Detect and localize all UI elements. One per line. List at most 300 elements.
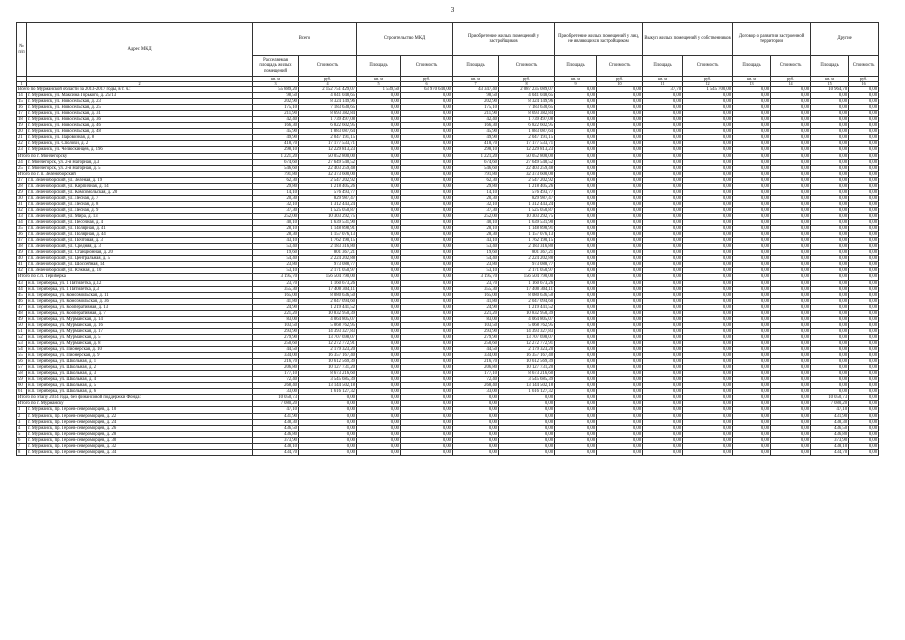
row-value: 0,00 bbox=[357, 220, 401, 226]
row-value: 10 050,73 bbox=[811, 395, 849, 401]
row-value: 0,00 bbox=[771, 177, 811, 183]
row-value: 973 088,77 bbox=[299, 262, 357, 268]
row-value: 1 219 441,52 bbox=[499, 304, 555, 310]
row-value: 0,00 bbox=[357, 431, 401, 437]
row-value: 0,00 bbox=[401, 274, 453, 280]
row-number: 37 bbox=[17, 238, 27, 244]
row-value: 32,10 bbox=[453, 201, 499, 207]
row-value: 49,90 bbox=[253, 135, 299, 141]
row-value: 0,00 bbox=[643, 244, 683, 250]
row-value: 252,00 bbox=[253, 213, 299, 219]
row-value: 801 367,21 bbox=[499, 250, 555, 256]
row-total-label: Итого по этапу 2014 года, без финансовой поддержки Фонда: bbox=[17, 395, 253, 401]
row-value: 0,00 bbox=[643, 407, 683, 413]
row-value: 0,00 bbox=[453, 413, 499, 419]
row-value: 0,00 bbox=[357, 316, 401, 322]
row-value: 0,00 bbox=[811, 99, 849, 105]
row-value: 0,00 bbox=[401, 105, 453, 111]
row-address: г. Мурманск, пр. Героев-североморцев, д. 10 bbox=[27, 407, 253, 413]
row-address: г. Мурманск, ул. Челюскинцев, д. 19б bbox=[27, 147, 253, 153]
row-value: 43,10 bbox=[453, 238, 499, 244]
row-value: 0,00 bbox=[357, 238, 401, 244]
row-value: 29,80 bbox=[453, 183, 499, 189]
row-value: 0,00 bbox=[643, 159, 683, 165]
row-value: 0,00 bbox=[771, 347, 811, 353]
row-value: 0,00 bbox=[849, 437, 879, 443]
row-value: 0,00 bbox=[733, 105, 771, 111]
row-value: 0,00 bbox=[643, 413, 683, 419]
row-number: 42 bbox=[17, 268, 27, 274]
row-value: 0,00 bbox=[683, 256, 733, 262]
row-value: 0,00 bbox=[643, 298, 683, 304]
row-address: г. Мурманск, ул. Новосельская, д. 25 bbox=[27, 105, 253, 111]
row-value: 0,00 bbox=[771, 129, 811, 135]
row-value: 42,40 bbox=[453, 117, 499, 123]
row-value: 0,00 bbox=[499, 443, 555, 449]
row-value: 0,00 bbox=[811, 195, 849, 201]
row-value: 1 221,20 bbox=[253, 153, 299, 159]
row-address: г.п. Зеленоборский, ул. Средняя, д. 3 bbox=[27, 244, 253, 250]
row-value: 0,00 bbox=[643, 395, 683, 401]
row-value: 43 347,40 bbox=[453, 87, 499, 93]
row-value: 14,10 bbox=[453, 189, 499, 195]
row-value: 0,00 bbox=[733, 328, 771, 334]
row-value: 0,00 bbox=[733, 232, 771, 238]
row-value: 0,00 bbox=[401, 316, 453, 322]
row-value: 10 303 292,75 bbox=[299, 213, 357, 219]
row-value: 0,00 bbox=[555, 389, 597, 395]
row-value: 0,00 bbox=[357, 213, 401, 219]
row-value: 1 219 441,52 bbox=[299, 304, 357, 310]
row-number: 58 bbox=[17, 371, 27, 377]
row-value: 211,90 bbox=[453, 111, 499, 117]
row-value: 0,00 bbox=[733, 159, 771, 165]
row-value: 0,00 bbox=[555, 220, 597, 226]
row-value: 0,00 bbox=[401, 298, 453, 304]
row-value: 0,00 bbox=[597, 177, 643, 183]
row-value: 0,00 bbox=[643, 437, 683, 443]
row-number: 17 bbox=[17, 111, 27, 117]
row-value: 4 041 048,65 bbox=[299, 93, 357, 99]
row-value: 8 080 636,50 bbox=[299, 292, 357, 298]
row-number: 60 bbox=[17, 383, 27, 389]
row-value: 8 324 149,96 bbox=[299, 99, 357, 105]
row-value: 334,00 bbox=[453, 353, 499, 359]
row-value: 0,00 bbox=[733, 437, 771, 443]
row-value: 2 183 316,80 bbox=[299, 244, 357, 250]
row-value: 2 224 202,88 bbox=[299, 256, 357, 262]
row-value: 0,00 bbox=[643, 286, 683, 292]
row-value: 0,00 bbox=[555, 93, 597, 99]
row-value: 0,00 bbox=[771, 371, 811, 377]
subheader-cost: Стоимость bbox=[683, 56, 733, 77]
row-value: 0,00 bbox=[401, 256, 453, 262]
row-value: 0,00 bbox=[683, 395, 733, 401]
row-value: 0,00 bbox=[401, 340, 453, 346]
row-value: 373,90 bbox=[253, 437, 299, 443]
row-value: 0,00 bbox=[555, 87, 597, 93]
row-value: 0,00 bbox=[849, 340, 879, 346]
row-value: 0,00 bbox=[555, 105, 597, 111]
row-value: 0,00 bbox=[401, 201, 453, 207]
row-number: 19 bbox=[17, 123, 27, 129]
row-value: 7 183 630,65 bbox=[299, 105, 357, 111]
row-value: 0,00 bbox=[811, 244, 849, 250]
row-value: 175,10 bbox=[453, 105, 499, 111]
row-value: 4 064 805,07 bbox=[299, 316, 357, 322]
row-value: 0,00 bbox=[357, 159, 401, 165]
row-value: 12 229 813,23 bbox=[299, 147, 357, 153]
row-value: 0,00 bbox=[771, 183, 811, 189]
row-number: 28 bbox=[17, 183, 27, 189]
row-value: 17 400 304,11 bbox=[299, 286, 357, 292]
row-value: 0,00 bbox=[683, 425, 733, 431]
row-value: 0,00 bbox=[643, 195, 683, 201]
row-address: г.п. Зеленоборский, ул. Кирпичная, д. 14 bbox=[27, 183, 253, 189]
row-value: 436,50 bbox=[811, 425, 849, 431]
row-value: 0,00 bbox=[643, 135, 683, 141]
row-value: 0,00 bbox=[499, 395, 555, 401]
row-value: 0,00 bbox=[555, 310, 597, 316]
row-value: 0,00 bbox=[849, 274, 879, 280]
row-value: 438,30 bbox=[811, 419, 849, 425]
row-value: 0,00 bbox=[771, 401, 811, 407]
row-value: 0,00 bbox=[597, 105, 643, 111]
row-value: 2 183 316,80 bbox=[499, 244, 555, 250]
row-value: 53,40 bbox=[253, 244, 299, 250]
row-value: 438,10 bbox=[811, 443, 849, 449]
row-value: 7 183 630,65 bbox=[499, 105, 555, 111]
row-value: 165,00 bbox=[453, 292, 499, 298]
row-value: 0,00 bbox=[771, 359, 811, 365]
row-value: 0,00 bbox=[849, 413, 879, 419]
row-value: 1 525 050,87 bbox=[499, 207, 555, 213]
row-value: 0,00 bbox=[643, 322, 683, 328]
row-value: 103,50 bbox=[453, 322, 499, 328]
row-value: 0,00 bbox=[597, 449, 643, 455]
row-number: 6 bbox=[17, 437, 27, 443]
row-value: 1 160 673,26 bbox=[499, 280, 555, 286]
row-value: 221,20 bbox=[253, 310, 299, 316]
row-value: 13 707 698,07 bbox=[299, 334, 357, 340]
row-value: 0,00 bbox=[849, 147, 879, 153]
row-value: 10 832 950,39 bbox=[499, 310, 555, 316]
row-value: 0,00 bbox=[597, 316, 643, 322]
row-value: 1 312 443,24 bbox=[499, 201, 555, 207]
row-value: 0,00 bbox=[683, 268, 733, 274]
row-value: 28,30 bbox=[453, 232, 499, 238]
row-number: 15 bbox=[17, 99, 27, 105]
row-value: 0,00 bbox=[499, 449, 555, 455]
row-value: 0,00 bbox=[499, 413, 555, 419]
row-value: 0,00 bbox=[597, 232, 643, 238]
row-value: 0,00 bbox=[643, 226, 683, 232]
row-address: г.п. Зеленоборский, ул. Центральная, д. 5 bbox=[27, 256, 253, 262]
row-value: 0,00 bbox=[733, 213, 771, 219]
row-value: 0,00 bbox=[299, 431, 357, 437]
row-value: 0,00 bbox=[597, 383, 643, 389]
row-value: 10 612 569,39 bbox=[499, 359, 555, 365]
row-value: 0,00 bbox=[357, 171, 401, 177]
row-value: 0,00 bbox=[401, 292, 453, 298]
row-value: 0,00 bbox=[643, 183, 683, 189]
unit-cell: руб. bbox=[849, 77, 879, 82]
row-value: 0,00 bbox=[733, 401, 771, 407]
row-value: 1 525 050,87 bbox=[299, 207, 357, 213]
row-value: 0,00 bbox=[453, 449, 499, 455]
row-value: 0,00 bbox=[597, 213, 643, 219]
column-number: 9 bbox=[555, 82, 597, 87]
row-value: 0,00 bbox=[597, 207, 643, 213]
row-value: 0,00 bbox=[401, 165, 453, 171]
row-value: 0,00 bbox=[683, 359, 733, 365]
row-value: 0,00 bbox=[849, 310, 879, 316]
row-value: 0,00 bbox=[401, 153, 453, 159]
row-value: 0,00 bbox=[771, 395, 811, 401]
row-number: 36 bbox=[17, 232, 27, 238]
row-value: 0,00 bbox=[357, 413, 401, 419]
row-value: 0,00 bbox=[357, 371, 401, 377]
row-value: 0,00 bbox=[643, 419, 683, 425]
row-value: 0,00 bbox=[357, 147, 401, 153]
row-value: 62,30 bbox=[453, 177, 499, 183]
row-address: н.п. Териберка, ул. Мурманская, д. 5 bbox=[27, 334, 253, 340]
row-value: 0,00 bbox=[683, 213, 733, 219]
row-value: 0,00 bbox=[401, 419, 453, 425]
row-number: 34 bbox=[17, 220, 27, 226]
row-value: 0,00 bbox=[643, 201, 683, 207]
row-value: 674,60 bbox=[253, 159, 299, 165]
column-number: 2 bbox=[27, 82, 253, 87]
row-value: 0,00 bbox=[733, 268, 771, 274]
row-number: 54 bbox=[17, 347, 27, 353]
row-value: 0,00 bbox=[357, 347, 401, 353]
row-value: 0,00 bbox=[499, 407, 555, 413]
row-value: 0,00 bbox=[357, 365, 401, 371]
row-value: 0,00 bbox=[771, 389, 811, 395]
row-value: 298,10 bbox=[453, 147, 499, 153]
row-number: 50 bbox=[17, 322, 27, 328]
subheader-cost: Стоимость bbox=[499, 56, 555, 77]
row-value: 0,00 bbox=[597, 117, 643, 123]
row-value: 0,00 bbox=[401, 365, 453, 371]
row-value: 0,00 bbox=[811, 298, 849, 304]
row-value: 43,10 bbox=[253, 238, 299, 244]
row-number: 23 bbox=[17, 147, 27, 153]
row-value: 0,00 bbox=[849, 226, 879, 232]
row-value: 0,00 bbox=[643, 340, 683, 346]
row-number: 53 bbox=[17, 340, 27, 346]
row-value: 0,00 bbox=[683, 377, 733, 383]
row-value: 14,10 bbox=[253, 189, 299, 195]
row-total-label: Итого по г. Мурманску bbox=[17, 401, 253, 407]
row-value: 0,00 bbox=[643, 189, 683, 195]
row-value: 0,00 bbox=[453, 395, 499, 401]
row-value: 0,00 bbox=[849, 111, 879, 117]
row-value: 63 970 640,00 bbox=[401, 87, 453, 93]
row-value: 47,10 bbox=[253, 407, 299, 413]
row-value: 0,00 bbox=[683, 195, 733, 201]
row-value: 0,00 bbox=[597, 171, 643, 177]
row-value: 0,00 bbox=[401, 93, 453, 99]
row-value: 0,00 bbox=[643, 310, 683, 316]
row-value: 0,00 bbox=[401, 383, 453, 389]
row-value: 0,00 bbox=[555, 141, 597, 147]
unit-cell: кв. м bbox=[453, 77, 499, 82]
row-value: 0,00 bbox=[555, 123, 597, 129]
row-value: 0,00 bbox=[555, 304, 597, 310]
row-number: 52 bbox=[17, 334, 27, 340]
row-value: 0,00 bbox=[733, 407, 771, 413]
row-value: 0,00 bbox=[771, 328, 811, 334]
row-value: 0,00 bbox=[849, 201, 879, 207]
row-value: 0,00 bbox=[357, 322, 401, 328]
row-value: 0,00 bbox=[555, 159, 597, 165]
row-value: 0,00 bbox=[401, 232, 453, 238]
row-value: 0,00 bbox=[849, 371, 879, 377]
row-value: 373,90 bbox=[811, 437, 849, 443]
row-value: 0,00 bbox=[849, 189, 879, 195]
unit-cell: кв. м bbox=[253, 77, 299, 82]
row-value: 0,00 bbox=[771, 99, 811, 105]
row-value: 2 047 191,15 bbox=[299, 135, 357, 141]
row-number: 3 bbox=[17, 419, 27, 425]
row-value: 298,10 bbox=[253, 147, 299, 153]
row-value: 0,00 bbox=[683, 153, 733, 159]
row-number: 14 bbox=[17, 93, 27, 99]
column-number: 10 bbox=[597, 82, 643, 87]
row-number: 33 bbox=[17, 213, 27, 219]
row-address: г.п. Зеленоборский, ул. Комсомольская, д. 20 bbox=[27, 189, 253, 195]
row-value: 0,00 bbox=[683, 431, 733, 437]
row-value: 829 987,47 bbox=[499, 195, 555, 201]
row-value: 0,00 bbox=[597, 328, 643, 334]
row-value: 0,00 bbox=[357, 165, 401, 171]
row-address: г.п. Зеленоборский, ул. Лесная, д. 8 bbox=[27, 201, 253, 207]
row-total-label: Всего по Мурманской области за 2013-2017 годы, в т. ч.: bbox=[17, 87, 253, 93]
row-value: 0,00 bbox=[849, 129, 879, 135]
row-value: 72,40 bbox=[253, 377, 299, 383]
row-value: 0,00 bbox=[499, 437, 555, 443]
row-value: 0,00 bbox=[643, 383, 683, 389]
row-number: 18 bbox=[17, 117, 27, 123]
row-value: 436,50 bbox=[253, 425, 299, 431]
row-value: 0,00 bbox=[683, 117, 733, 123]
row-value: 0,00 bbox=[683, 340, 733, 346]
row-value: 166,30 bbox=[253, 123, 299, 129]
row-number: 39 bbox=[17, 250, 27, 256]
row-value: 0,00 bbox=[401, 413, 453, 419]
row-value: 0,00 bbox=[597, 389, 643, 395]
subheader-cost: Стоимость bbox=[597, 56, 643, 77]
row-value: 0,00 bbox=[357, 111, 401, 117]
row-value: 0,00 bbox=[849, 220, 879, 226]
row-value: 0,00 bbox=[771, 340, 811, 346]
row-value: 0,00 bbox=[643, 213, 683, 219]
row-value: 0,00 bbox=[849, 304, 879, 310]
row-value: 20,30 bbox=[453, 195, 499, 201]
row-value: 0,00 bbox=[643, 250, 683, 256]
row-address: г. Мурманск, ул. Сполохи, д. 2 bbox=[27, 141, 253, 147]
subheader-cost: Стоимость bbox=[771, 56, 811, 77]
row-value: 438,10 bbox=[253, 443, 299, 449]
row-value: 0,00 bbox=[683, 183, 733, 189]
row-value: 0,00 bbox=[597, 359, 643, 365]
row-value: 0,00 bbox=[299, 449, 357, 455]
row-value: 0,00 bbox=[597, 99, 643, 105]
row-value: 436,80 bbox=[811, 431, 849, 437]
row-value: 0,00 bbox=[555, 347, 597, 353]
row-value: 37,30 bbox=[253, 207, 299, 213]
row-value: 0,00 bbox=[555, 213, 597, 219]
row-number: 4 bbox=[17, 425, 27, 431]
row-value: 0,00 bbox=[357, 377, 401, 383]
row-value: 0,00 bbox=[733, 389, 771, 395]
row-number: 40 bbox=[17, 256, 27, 262]
row-value: 0,00 bbox=[811, 310, 849, 316]
row-value: 0,00 bbox=[849, 256, 879, 262]
row-value: 0,00 bbox=[733, 250, 771, 256]
row-value: 0,00 bbox=[555, 359, 597, 365]
row-value: 0,00 bbox=[555, 165, 597, 171]
row-value: 1 157 076,13 bbox=[499, 232, 555, 238]
row-value: 546,60 bbox=[453, 165, 499, 171]
row-value: 24,90 bbox=[253, 304, 299, 310]
row-value: 0,00 bbox=[771, 153, 811, 159]
row-value: 0,00 bbox=[555, 413, 597, 419]
row-value: 0,00 bbox=[597, 226, 643, 232]
row-value: 0,00 bbox=[683, 383, 733, 389]
row-value: 0,00 bbox=[849, 365, 879, 371]
subheader-area: Площадь bbox=[357, 56, 401, 77]
row-value: 0,00 bbox=[555, 292, 597, 298]
row-address: н.п. Териберка, ул. Школьная, д. 3 bbox=[27, 371, 253, 377]
row-value: 0,00 bbox=[733, 141, 771, 147]
row-value: 16 357 167,40 bbox=[299, 353, 357, 359]
row-value: 0,00 bbox=[683, 316, 733, 322]
row-value: 0,00 bbox=[357, 437, 401, 443]
row-value: 0,00 bbox=[299, 437, 357, 443]
row-value: 10 050,73 bbox=[253, 395, 299, 401]
row-value: 45,90 bbox=[453, 129, 499, 135]
row-value: 0,00 bbox=[733, 449, 771, 455]
row-number: 16 bbox=[17, 105, 27, 111]
row-value: 0,00 bbox=[771, 123, 811, 129]
row-value: 2 171 050,97 bbox=[299, 268, 357, 274]
row-value: 216,70 bbox=[253, 359, 299, 365]
row-value: 3 545 685,39 bbox=[499, 377, 555, 383]
row-value: 0,00 bbox=[811, 268, 849, 274]
row-value: 0,00 bbox=[357, 280, 401, 286]
row-value: 0,00 bbox=[597, 135, 643, 141]
row-value: 431,90 bbox=[811, 413, 849, 419]
row-value: 0,00 bbox=[849, 334, 879, 340]
row-value: 0,00 bbox=[771, 250, 811, 256]
row-value: 0,00 bbox=[499, 431, 555, 437]
row-value: 0,00 bbox=[771, 165, 811, 171]
row-value: 0,00 bbox=[771, 377, 811, 383]
row-value: 0,00 bbox=[597, 431, 643, 437]
row-value: 98,50 bbox=[253, 93, 299, 99]
row-value: 6 822 602,95 bbox=[499, 123, 555, 129]
row-value: 0,00 bbox=[733, 443, 771, 449]
row-value: 0,00 bbox=[771, 93, 811, 99]
row-value: 0,00 bbox=[683, 165, 733, 171]
row-value: 0,00 bbox=[811, 274, 849, 280]
row-value: 576 493,77 bbox=[499, 189, 555, 195]
row-value: 0,00 bbox=[849, 298, 879, 304]
row-value: 0,00 bbox=[555, 183, 597, 189]
